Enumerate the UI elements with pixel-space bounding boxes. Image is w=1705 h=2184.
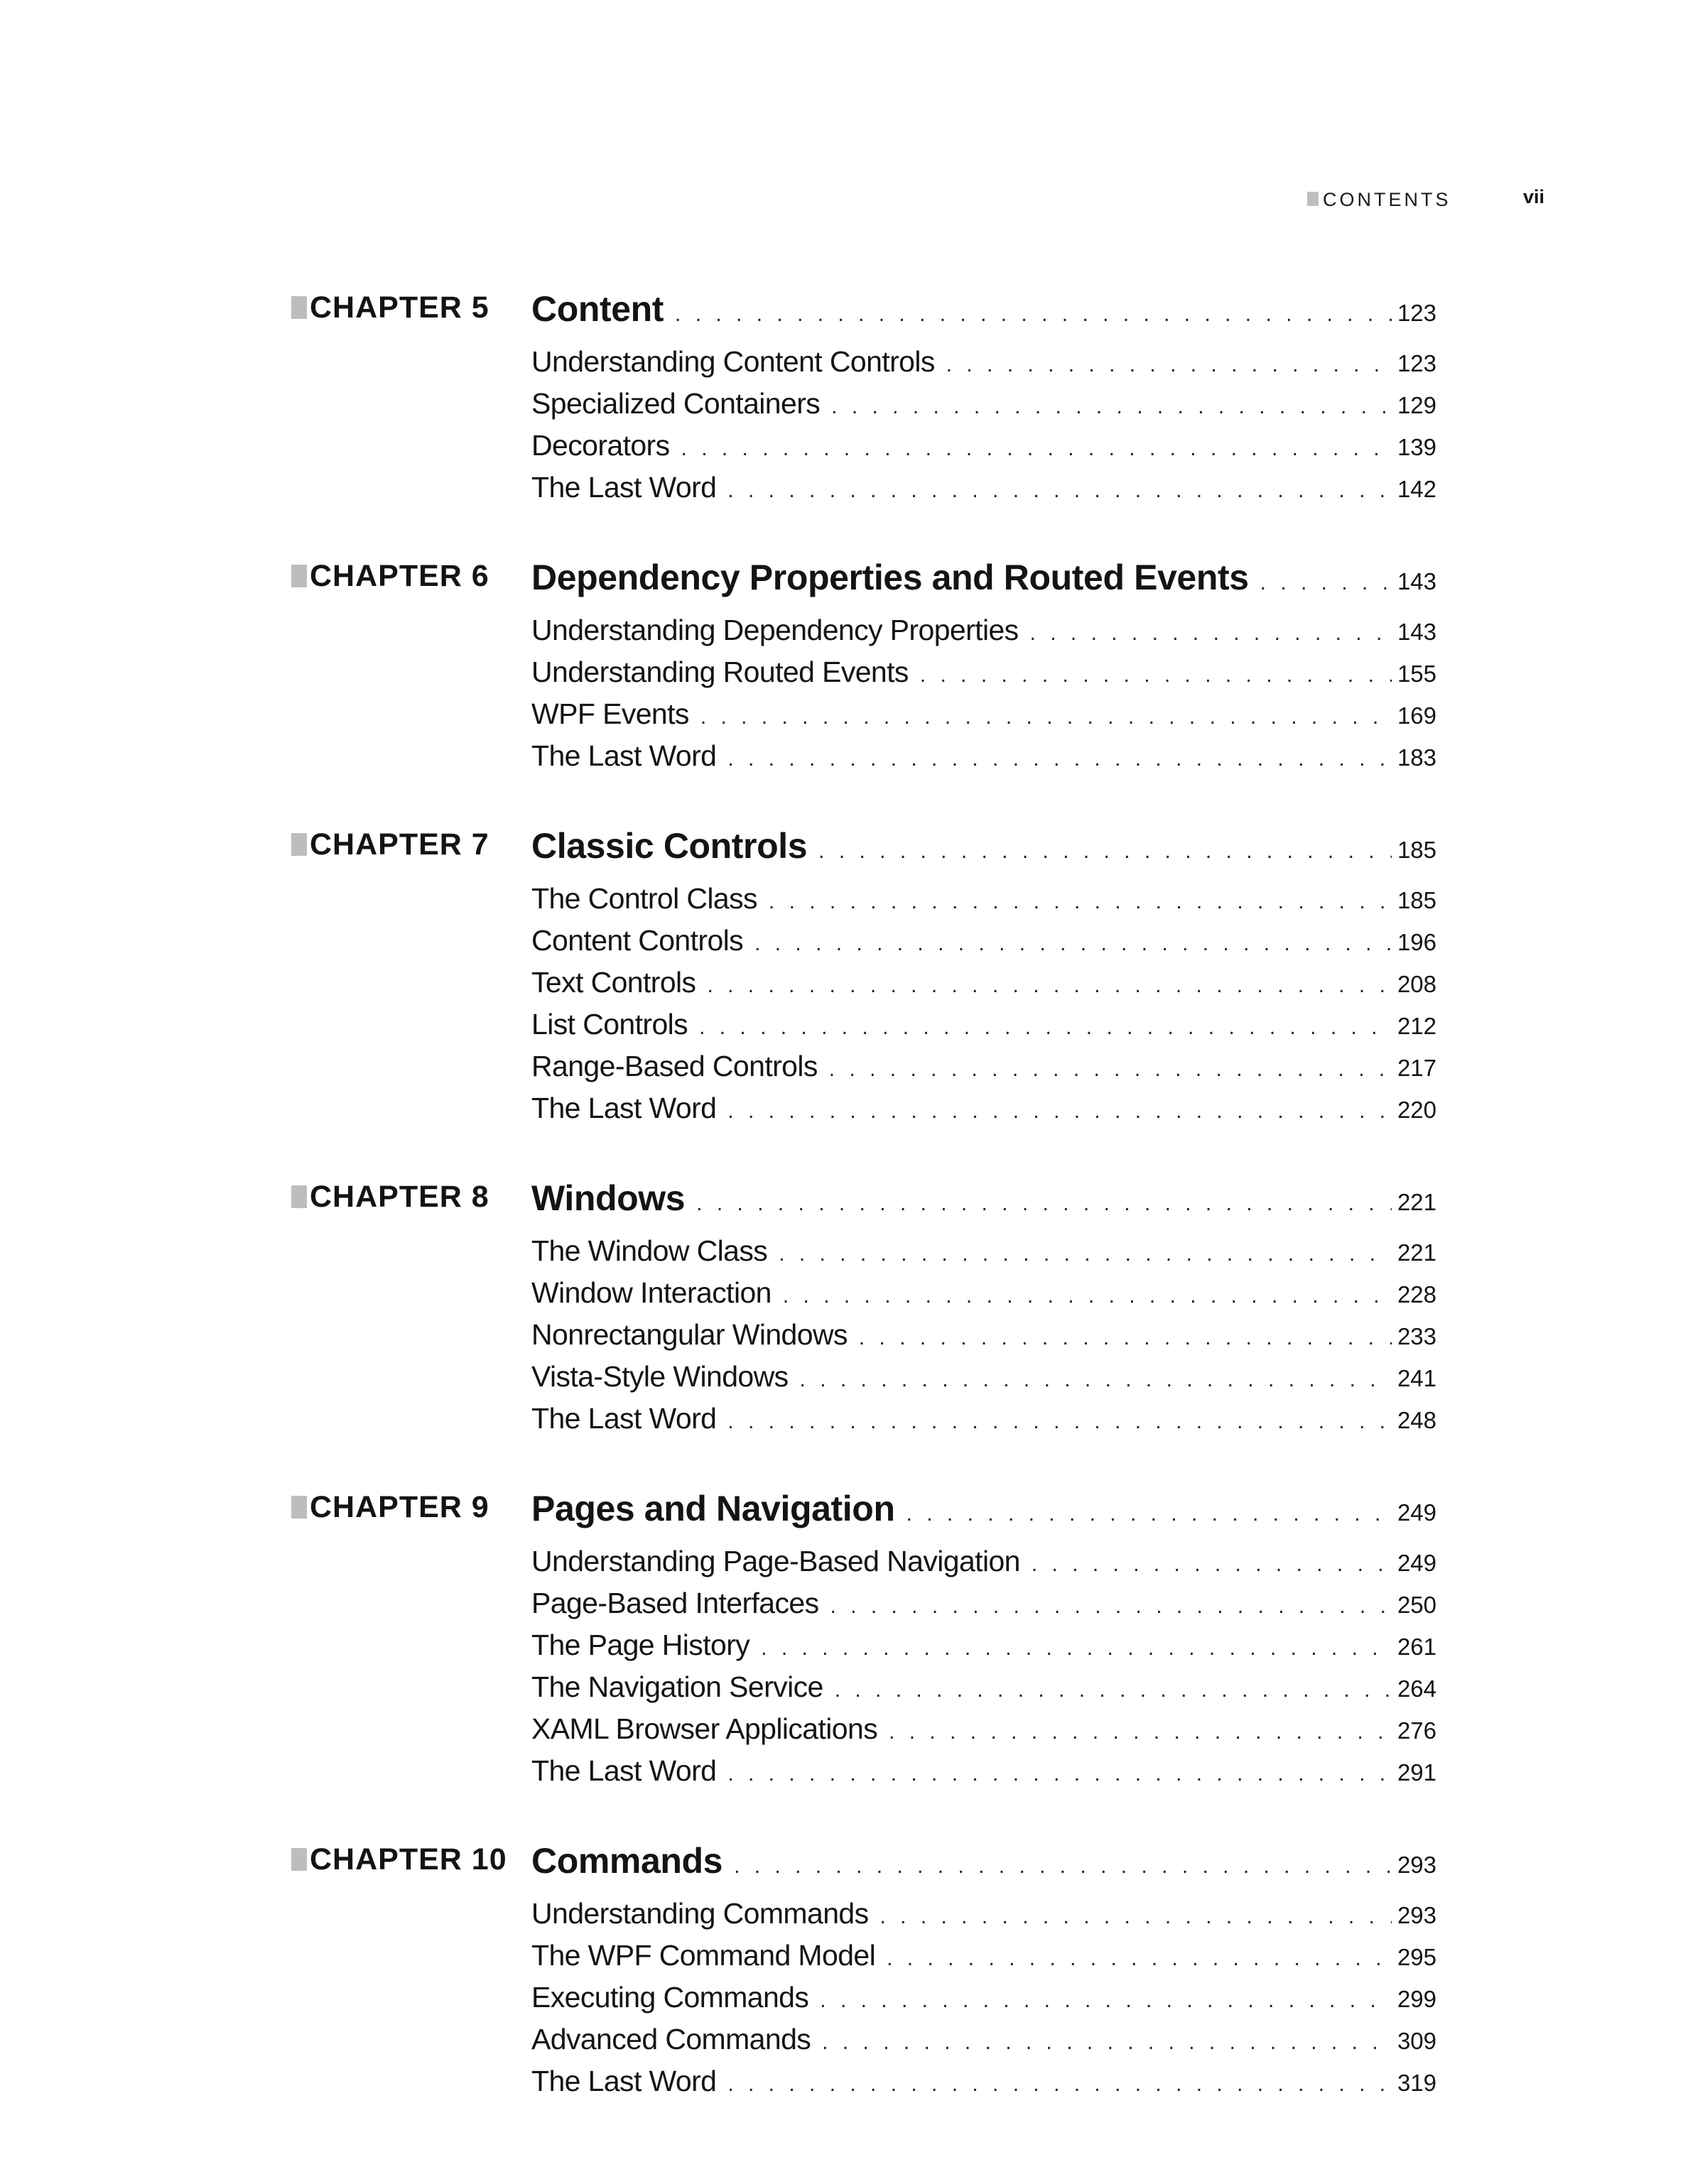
section-page-number: 185 <box>1397 887 1436 913</box>
chapter-label <box>291 1489 489 1525</box>
dot-leader <box>700 696 1392 738</box>
chapter-label <box>291 558 489 594</box>
section-entry[interactable] <box>531 1541 1436 1582</box>
section-page-number: 228 <box>1397 1281 1436 1308</box>
dot-leader <box>681 428 1392 469</box>
chapter-page-number: 123 <box>1397 300 1436 326</box>
dot-leader <box>1032 1543 1392 1585</box>
section-title: The Last Word <box>531 1754 717 1787</box>
section-entry[interactable] <box>531 425 1436 467</box>
dot-leader <box>820 1979 1392 2021</box>
chapter-marker <box>291 296 307 319</box>
dot-leader <box>727 469 1392 511</box>
chapter-title-entry[interactable] <box>531 548 1436 607</box>
chapter-label <box>291 1179 489 1215</box>
section-title: The Last Word <box>531 2065 717 2097</box>
section-title: The Window Class <box>531 1234 768 1267</box>
section-page-number: 291 <box>1397 1759 1436 1786</box>
section-title: Window Interaction <box>531 1276 772 1309</box>
chapter-marker <box>291 565 307 587</box>
dot-leader <box>727 2063 1392 2105</box>
section-entry[interactable] <box>531 1398 1436 1440</box>
running-head-marker <box>1307 192 1319 206</box>
section-entry[interactable] <box>531 1977 1436 2019</box>
section-title: The Control Class <box>531 882 757 915</box>
section-title: Page-Based Interfaces <box>531 1587 819 1619</box>
section-entry[interactable] <box>531 1272 1436 1314</box>
chapter-page-number: 249 <box>1397 1499 1436 1526</box>
section-entry[interactable] <box>531 1893 1436 1935</box>
section-page-number: 299 <box>1397 1986 1436 2012</box>
section-entry[interactable] <box>531 1666 1436 1708</box>
dot-leader <box>920 654 1392 696</box>
dot-leader <box>829 1048 1392 1090</box>
section-page-number: 142 <box>1397 476 1436 502</box>
chapter-page-number: 221 <box>1397 1189 1436 1215</box>
dot-leader <box>1260 554 1392 612</box>
dot-leader <box>727 1401 1392 1443</box>
chapter-title-entry[interactable] <box>531 1832 1436 1890</box>
table-of-contents <box>291 280 1436 2142</box>
section-page-number: 129 <box>1397 392 1436 418</box>
chapter-title: Content <box>531 289 664 329</box>
chapter-label <box>291 1842 507 1877</box>
section-page-number: 241 <box>1397 1365 1436 1391</box>
chapter-label <box>291 827 489 862</box>
chapter-label <box>291 290 489 325</box>
chapter-title: Commands <box>531 1841 723 1881</box>
chapter-block <box>291 817 1436 1129</box>
dot-leader <box>769 881 1392 923</box>
section-title: Understanding Routed Events <box>531 656 909 688</box>
section-page-number: 220 <box>1397 1097 1436 1123</box>
section-entry[interactable] <box>531 2019 1436 2060</box>
chapter-block <box>291 1479 1436 1792</box>
running-head-label: CONTENTS <box>1323 189 1451 210</box>
chapter-title: Pages and Navigation <box>531 1489 895 1528</box>
section-entry[interactable] <box>531 467 1436 509</box>
section-page-number: 221 <box>1397 1239 1436 1266</box>
section-page-number: 196 <box>1397 929 1436 955</box>
chapter-page-number: 143 <box>1397 568 1436 594</box>
chapter-label-text: CHAPTER 7 <box>310 827 489 862</box>
dot-leader <box>880 1896 1392 1938</box>
chapter-marker <box>291 1185 307 1208</box>
section-title: The WPF Command Model <box>531 1939 876 1972</box>
dot-leader <box>727 1090 1392 1132</box>
section-page-number: 155 <box>1397 661 1436 687</box>
section-entry[interactable] <box>531 1708 1436 1750</box>
section-page-number: 293 <box>1397 1902 1436 1928</box>
section-entry[interactable] <box>531 1582 1436 1624</box>
section-entry[interactable] <box>531 1624 1436 1666</box>
section-entry[interactable] <box>531 1004 1436 1045</box>
section-page-number: 208 <box>1397 971 1436 997</box>
chapter-entries <box>531 1832 1436 2102</box>
dot-leader <box>818 822 1392 881</box>
section-entry[interactable] <box>531 735 1436 777</box>
chapter-entries <box>531 817 1436 1129</box>
section-page-number: 319 <box>1397 2070 1436 2096</box>
section-page-number: 143 <box>1397 619 1436 645</box>
section-title: The Navigation Service <box>531 1670 823 1703</box>
section-entry[interactable] <box>531 878 1436 920</box>
section-entry[interactable] <box>531 1935 1436 1977</box>
section-title: Range-Based Controls <box>531 1050 818 1082</box>
dot-leader <box>754 923 1392 965</box>
section-entry[interactable] <box>531 383 1436 425</box>
section-entry[interactable] <box>531 609 1436 651</box>
chapter-title-entry[interactable] <box>531 1169 1436 1227</box>
section-page-number: 183 <box>1397 744 1436 771</box>
chapter-label-text: CHAPTER 5 <box>310 290 489 325</box>
chapter-block <box>291 548 1436 777</box>
dot-leader <box>887 1938 1392 1979</box>
dot-leader <box>889 1711 1392 1753</box>
section-title: Understanding Page-Based Navigation <box>531 1545 1020 1577</box>
section-title: Advanced Commands <box>531 2023 811 2055</box>
chapter-entries <box>531 1169 1436 1440</box>
section-title: Nonrectangular Windows <box>531 1318 848 1351</box>
section-title: The Last Word <box>531 471 717 504</box>
section-page-number: 233 <box>1397 1323 1436 1349</box>
section-title: Text Controls <box>531 966 696 999</box>
section-title: Specialized Containers <box>531 387 821 420</box>
section-page-number: 212 <box>1397 1013 1436 1039</box>
section-entry[interactable] <box>531 1314 1436 1356</box>
section-title: The Last Word <box>531 739 717 772</box>
section-page-number: 250 <box>1397 1592 1436 1618</box>
chapter-page-number: 185 <box>1397 837 1436 863</box>
page-number: vii <box>1523 186 1545 207</box>
section-page-number: 248 <box>1397 1407 1436 1433</box>
section-page-number: 217 <box>1397 1055 1436 1081</box>
section-page-number: 276 <box>1397 1717 1436 1744</box>
section-page-number: 264 <box>1397 1675 1436 1702</box>
dot-leader <box>727 1753 1392 1795</box>
section-title: Understanding Content Controls <box>531 345 935 378</box>
chapter-title: Dependency Properties and Routed Events <box>531 558 1249 597</box>
chapter-marker <box>291 1848 307 1871</box>
section-title: Vista-Style Windows <box>531 1360 789 1393</box>
section-title: Understanding Dependency Properties <box>531 614 1019 646</box>
dot-leader <box>779 1233 1392 1275</box>
section-entry[interactable] <box>531 2060 1436 2102</box>
section-entry[interactable] <box>531 1750 1436 1792</box>
section-title: Understanding Commands <box>531 1897 869 1930</box>
chapter-title-entry[interactable] <box>531 280 1436 338</box>
section-entry[interactable] <box>531 341 1436 383</box>
running-head <box>1307 188 1549 216</box>
dot-leader <box>699 1006 1392 1048</box>
section-entry[interactable] <box>531 651 1436 693</box>
chapter-block <box>291 280 1436 509</box>
chapter-title-entry[interactable] <box>531 1479 1436 1538</box>
dot-leader <box>859 1317 1392 1359</box>
dot-leader <box>822 2021 1392 2063</box>
chapter-block <box>291 1169 1436 1440</box>
section-title: List Controls <box>531 1008 688 1041</box>
section-page-number: 123 <box>1397 350 1436 376</box>
chapter-title: Classic Controls <box>531 826 808 866</box>
chapter-entries <box>531 548 1436 777</box>
chapter-title-entry[interactable] <box>531 817 1436 875</box>
dot-leader <box>707 965 1391 1006</box>
section-page-number: 309 <box>1397 2028 1436 2054</box>
chapter-page-number: 293 <box>1397 1852 1436 1878</box>
section-title: Executing Commands <box>531 1981 809 2014</box>
section-page-number: 261 <box>1397 1634 1436 1660</box>
dot-leader <box>761 1627 1392 1669</box>
dot-leader <box>946 344 1392 386</box>
section-entry[interactable] <box>531 693 1436 735</box>
dot-leader <box>831 386 1392 428</box>
section-entry[interactable] <box>531 1230 1436 1272</box>
dot-leader <box>835 1669 1392 1711</box>
dot-leader <box>734 1837 1392 1896</box>
section-title: WPF Events <box>531 697 689 730</box>
section-title: XAML Browser Applications <box>531 1712 878 1745</box>
dot-leader <box>800 1359 1392 1401</box>
section-title: The Last Word <box>531 1092 717 1124</box>
chapter-marker <box>291 833 307 856</box>
section-title: The Page History <box>531 1629 750 1661</box>
section-title: The Last Word <box>531 1402 717 1435</box>
dot-leader <box>783 1275 1392 1317</box>
chapter-title: Windows <box>531 1178 686 1218</box>
section-page-number: 249 <box>1397 1550 1436 1576</box>
dot-leader <box>1030 612 1392 654</box>
section-entry[interactable] <box>531 1356 1436 1398</box>
section-title: Decorators <box>531 429 670 462</box>
section-entry[interactable] <box>531 1087 1436 1129</box>
section-page-number: 295 <box>1397 1944 1436 1970</box>
chapter-label-text: CHAPTER 9 <box>310 1490 489 1524</box>
chapter-block <box>291 1832 1436 2102</box>
section-entry[interactable] <box>531 920 1436 962</box>
chapter-marker <box>291 1496 307 1519</box>
chapter-label-text: CHAPTER 6 <box>310 559 489 593</box>
chapter-label-text: CHAPTER 8 <box>310 1180 489 1214</box>
section-entry[interactable] <box>531 962 1436 1004</box>
dot-leader <box>727 738 1392 780</box>
dot-leader <box>906 1485 1392 1543</box>
dot-leader <box>830 1585 1392 1627</box>
section-entry[interactable] <box>531 1045 1436 1087</box>
chapter-label-text: CHAPTER 10 <box>310 1842 507 1876</box>
dot-leader <box>696 1175 1392 1233</box>
dot-leader <box>675 286 1392 344</box>
section-title: Content Controls <box>531 924 744 957</box>
section-page-number: 169 <box>1397 702 1436 729</box>
chapter-entries <box>531 280 1436 509</box>
chapter-entries <box>531 1479 1436 1792</box>
section-page-number: 139 <box>1397 434 1436 460</box>
